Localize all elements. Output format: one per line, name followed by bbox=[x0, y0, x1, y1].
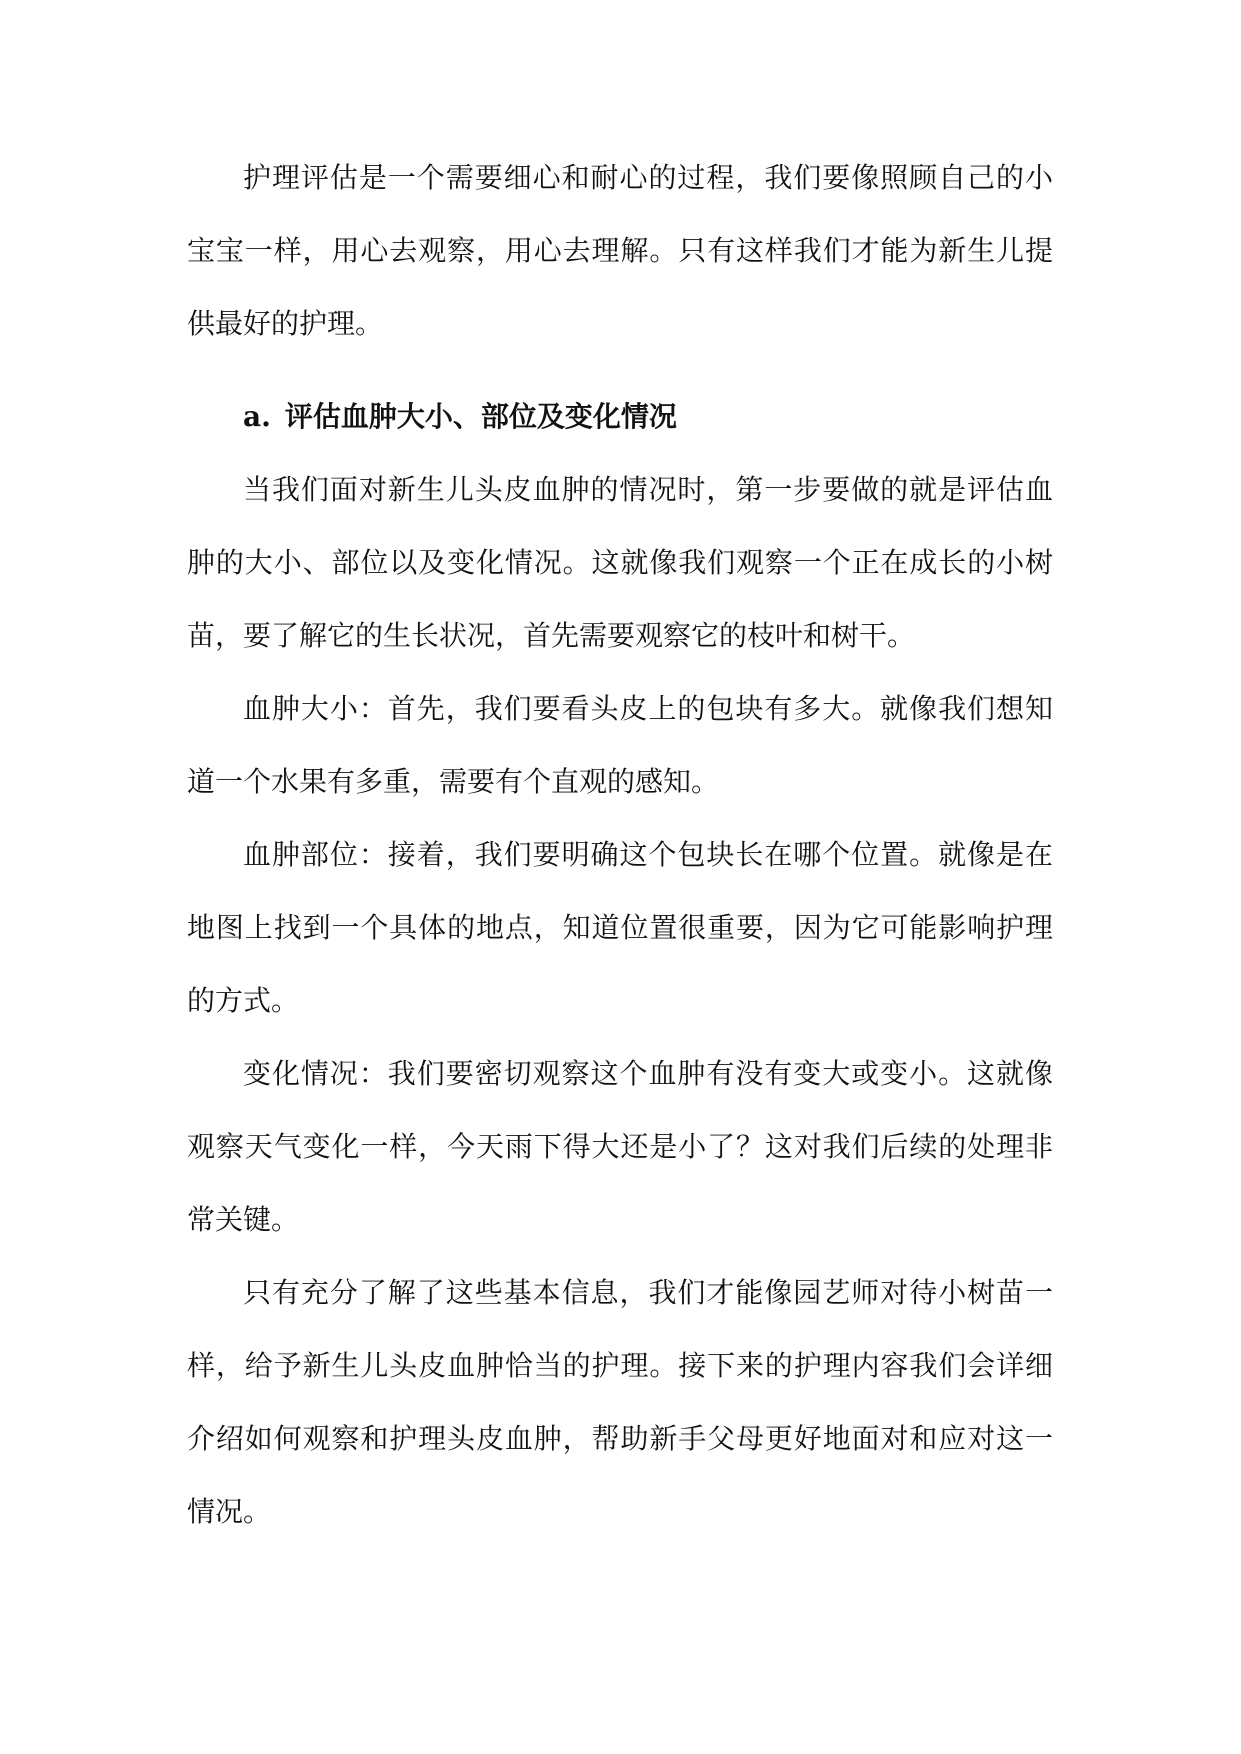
section-heading bbox=[187, 380, 1053, 453]
body-paragraph: 血肿部位：接着，我们要明确这个包块长在哪个位置。就像是在地图上找到一个具体的地点，知道位置很重要，因为它可能影响护理的方式。 bbox=[187, 838, 1053, 1017]
body-paragraph: 当我们面对新生儿头皮血肿的情况时，第一步要做的就是评估血肿的大小、部位以及变化情况。这就像我们观察一个正在成长的小树苗，要了解它的生长状况，首先需要观察它的枝叶和树干。 bbox=[187, 473, 1053, 652]
body-paragraph: 只有充分了解了这些基本信息，我们才能像园艺师对待小树苗一样，给予新生儿头皮血肿恰当的护理。接下来的护理内容我们会详细介绍如何观察和护理头皮血肿，帮助新手父母更好地面对和应对这一情况。 bbox=[187, 1276, 1053, 1528]
section-title: 评估血肿大小、部位及变化情况 bbox=[284, 400, 677, 433]
intro-paragraph: 护理评估是一个需要细心和耐心的过程，我们要像照顾自己的小宝宝一样，用心去观察，用心去理解。只有这样我们才能为新生儿提供最好的护理。 bbox=[187, 161, 1053, 340]
section-marker: a. bbox=[243, 400, 271, 433]
body-paragraph: 变化情况：我们要密切观察这个血肿有没有变大或变小。这就像观察天气变化一样，今天雨下得大还是小了？这对我们后续的处理非常关键。 bbox=[187, 1057, 1053, 1236]
body-paragraph: 血肿大小：首先，我们要看头皮上的包块有多大。就像我们想知道一个水果有多重，需要有个直观的感知。 bbox=[187, 692, 1053, 798]
document-body bbox=[187, 141, 1053, 1548]
